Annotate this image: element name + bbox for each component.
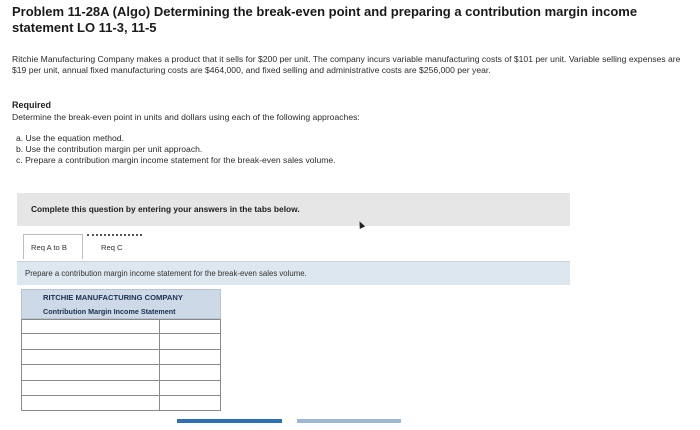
statement-subtitle: Contribution Margin Income Statement	[43, 307, 176, 316]
statement-label-input[interactable]	[21, 381, 160, 395]
prompt-bar	[17, 261, 570, 285]
statement-label-input[interactable]	[21, 365, 160, 379]
statement-amount-input[interactable]	[160, 365, 221, 379]
prompt-text: Prepare a contribution margin income statement for the break-even sales volume.	[25, 269, 307, 278]
approach-b: b. Use the contribution margin per unit approach.	[16, 144, 203, 154]
statement-label-input[interactable]	[21, 350, 160, 364]
nav-button-next[interactable]	[297, 419, 401, 423]
required-text: Determine the break-even point in units and dollars using each of the following approaches:	[12, 112, 360, 122]
nav-button-previous[interactable]	[177, 419, 282, 423]
statement-row	[21, 350, 221, 365]
tab-req-a-to-b[interactable]	[23, 234, 83, 259]
approach-a: a. Use the equation method.	[16, 133, 124, 143]
statement-label-input[interactable]	[21, 320, 160, 333]
instruction-bar	[17, 193, 570, 226]
problem-intro: Ritchie Manufacturing Company makes a product that it sells for $200 per unit. The company incurs variable manufacturing costs of $101 per unit. Variable selling expenses are $19 per unit, annual fixed manufacturing costs are $464,000, and fixed selling and administrative costs are $256,000 per year.	[12, 54, 681, 75]
statement-amount-input[interactable]	[160, 350, 221, 364]
statement-grid	[21, 319, 221, 411]
required-heading: Required	[12, 100, 52, 110]
statement-label-input[interactable]	[21, 396, 160, 410]
statement-row	[21, 319, 221, 334]
statement-amount-input[interactable]	[160, 320, 221, 333]
problem-title: Problem 11-28A (Algo) Determining the break-even point and preparing a contribution margin income statement LO 11-3, 11-5	[12, 4, 638, 35]
statement-amount-input[interactable]	[160, 396, 221, 410]
statement-row	[21, 334, 221, 349]
instruction-text: Complete this question by entering your answers in the tabs below.	[31, 204, 300, 214]
statement-row	[21, 381, 221, 396]
approach-c: c. Prepare a contribution margin income statement for the break-even sales volume.	[16, 155, 336, 165]
tab-req-c[interactable]	[87, 234, 142, 259]
statement-header	[21, 289, 221, 319]
approaches-list	[16, 133, 336, 166]
statement-label-input[interactable]	[21, 334, 160, 348]
statement-amount-input[interactable]	[160, 381, 221, 395]
statement-row	[21, 396, 221, 411]
statement-amount-input[interactable]	[160, 334, 221, 348]
statement-company: RITCHIE MANUFACTURING COMPANY	[43, 293, 183, 302]
tab-req-c-label: Req C	[101, 243, 123, 252]
tab-req-a-to-b-label: Req A to B	[31, 243, 67, 252]
statement-row	[21, 365, 221, 380]
